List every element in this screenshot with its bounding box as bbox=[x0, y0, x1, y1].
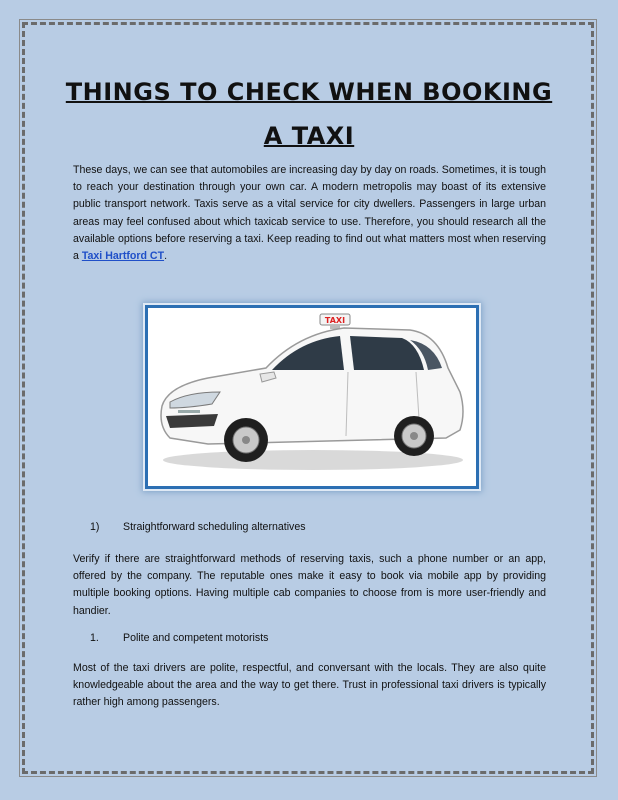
intro-paragraph bbox=[73, 162, 546, 265]
taxi-hartford-link[interactable]: Taxi Hartford CT bbox=[81, 250, 165, 263]
section-1-heading bbox=[90, 521, 306, 533]
section-2-body: Most of the taxi drivers are polite, respectful, and conversant with the locals. They are also quite knowledgeable about the area and the way to get there. Trust in professional taxi drivers is typically rather high among passengers. bbox=[73, 662, 546, 709]
section-1-body: Verify if there are straightforward methods of reserving taxis, such a phone number or an app, offered by the company. The reputable ones make it easy to book via mobile app by providing multiple booking options. Having multiple cab companies to choose from is more user-friendly and handier. bbox=[73, 553, 546, 617]
taxi-sign-text: TAXI bbox=[324, 316, 346, 325]
intro-text: These days, we can see that automobiles are increasing day by day on roads. Sometimes, it is tough to reach your destination through your own car. A modern metropolis may boast of its extensive public transport network. Taxis serve as a vital service for city dwellers. Passengers in large urban areas may feel confused about which taxicab service to use. Therefore, you should research all the available options before reserving a taxi. Keep reading to find out what matters most when reserving a bbox=[73, 164, 546, 263]
section-2-title: Polite and competent motorists bbox=[123, 632, 269, 644]
taxi-car-image bbox=[145, 305, 479, 489]
page-title: THINGS TO CHECK WHEN BOOKING A TAXI bbox=[65, 78, 553, 150]
section-1-title: Straightforward scheduling alternatives bbox=[123, 521, 306, 533]
section-1-number: 1) bbox=[90, 521, 100, 533]
section-2-heading bbox=[90, 632, 268, 644]
section-2-number: 1. bbox=[90, 632, 99, 644]
intro-after: . bbox=[164, 250, 168, 263]
